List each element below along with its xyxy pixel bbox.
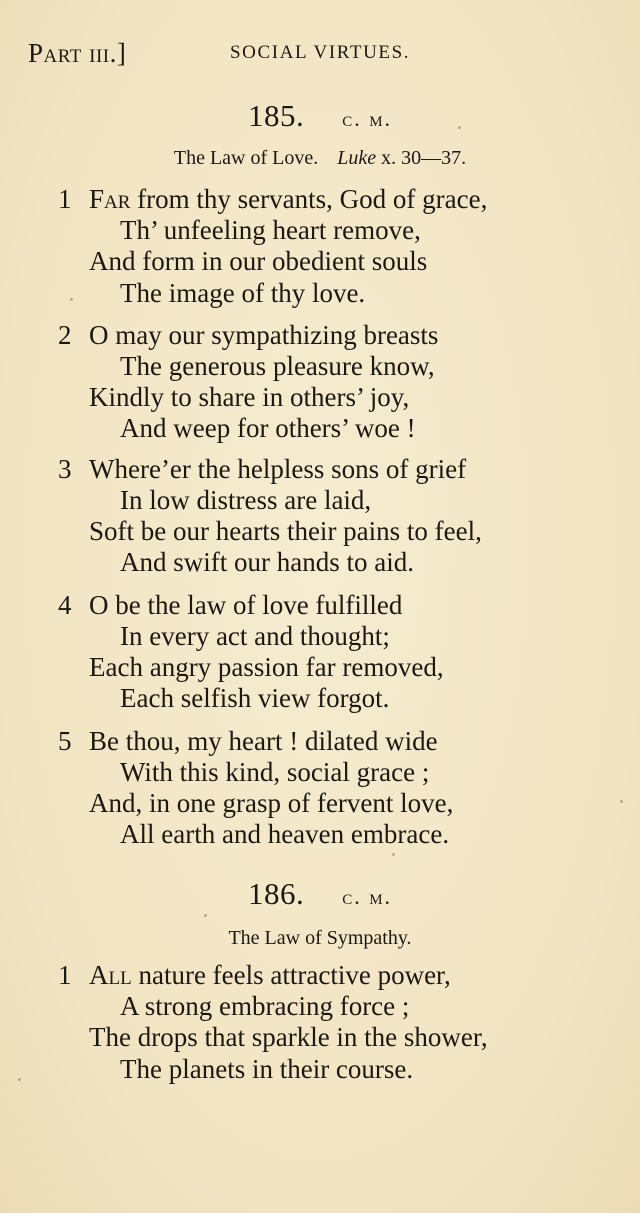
- running-head: [28, 38, 588, 74]
- verse-line: Be thou, my heart ! dilated wide: [89, 726, 438, 756]
- verse-line: The generous pleasure know,: [120, 351, 435, 381]
- hymn-186-title: [0, 927, 640, 950]
- stanza-number: 1: [58, 960, 72, 990]
- scripture-chapter-verse: x. 30—37.: [381, 147, 467, 169]
- verse-line: The planets in their course.: [120, 1054, 414, 1084]
- verse-line: And weep for others’ woe !: [120, 413, 416, 443]
- verse-line: Soft be our hearts their pains to feel,: [89, 516, 482, 546]
- hymn-185-heading: [0, 98, 640, 134]
- line-rest: nature feels attractive power,: [131, 960, 451, 990]
- verse-line: And, in one grasp of fervent love,: [89, 788, 454, 818]
- stanza-number: 1: [58, 184, 72, 214]
- hymn-title: The Law of Sympathy.: [228, 927, 412, 949]
- hymn-186-heading: [0, 876, 640, 912]
- paper-speck: [458, 126, 461, 129]
- paper-speck: [204, 914, 207, 917]
- stanza-number: 4: [58, 590, 72, 620]
- verse-line: Kindly to share in others’ joy,: [89, 382, 410, 412]
- paper-speck: [18, 1078, 21, 1081]
- stanza-number: 2: [58, 320, 72, 350]
- first-word: Far: [89, 184, 131, 214]
- verse-line: [89, 962, 451, 989]
- section-label: SOCIAL VIRTUES.: [230, 42, 411, 63]
- verse-line: O may our sympathizing breasts: [89, 320, 439, 350]
- verse-line: All earth and heaven embrace.: [120, 819, 450, 849]
- hymn-meter: c. m.: [342, 884, 393, 909]
- verse-line: A strong embracing force ;: [120, 991, 410, 1021]
- line-rest: from thy servants, God of grace,: [130, 184, 488, 214]
- verse-line: Each selfish view forgot.: [120, 683, 390, 713]
- part-label: Part iii.]: [28, 38, 127, 68]
- verse-line: And swift our hands to aid.: [120, 547, 414, 577]
- paper-speck: [620, 800, 623, 803]
- stanza-number: 5: [58, 726, 72, 756]
- paper-speck: [392, 853, 395, 856]
- paper-speck: [70, 298, 73, 301]
- verse-line: With this kind, social grace ;: [120, 757, 430, 787]
- verse-line: [89, 186, 487, 213]
- verse-line: Where’er the helpless sons of grief: [89, 454, 467, 484]
- hymn-meter: c. m.: [342, 106, 393, 131]
- verse-line: In every act and thought;: [120, 621, 390, 651]
- verse-line: In low distress are laid,: [120, 485, 372, 515]
- hymn-185-title: [0, 147, 640, 170]
- verse-line: O be the law of love fulfilled: [89, 590, 403, 620]
- verse-line: The drops that sparkle in the shower,: [89, 1022, 488, 1052]
- scripture-reference: [337, 147, 466, 169]
- verse-line: The image of thy love.: [120, 278, 366, 308]
- verse-line: And form in our obedient souls: [89, 246, 428, 276]
- verse-line: Each angry passion far removed,: [89, 652, 444, 682]
- verse-line: Th’ unfeeling heart remove,: [120, 215, 421, 245]
- hymn-title: The Law of Love.: [173, 147, 319, 169]
- scripture-book: Luke: [337, 147, 377, 169]
- hymn-number: 185.: [247, 98, 305, 133]
- stanza-number: 3: [58, 454, 72, 484]
- first-word: All: [89, 960, 132, 990]
- hymn-number: 186.: [247, 876, 305, 911]
